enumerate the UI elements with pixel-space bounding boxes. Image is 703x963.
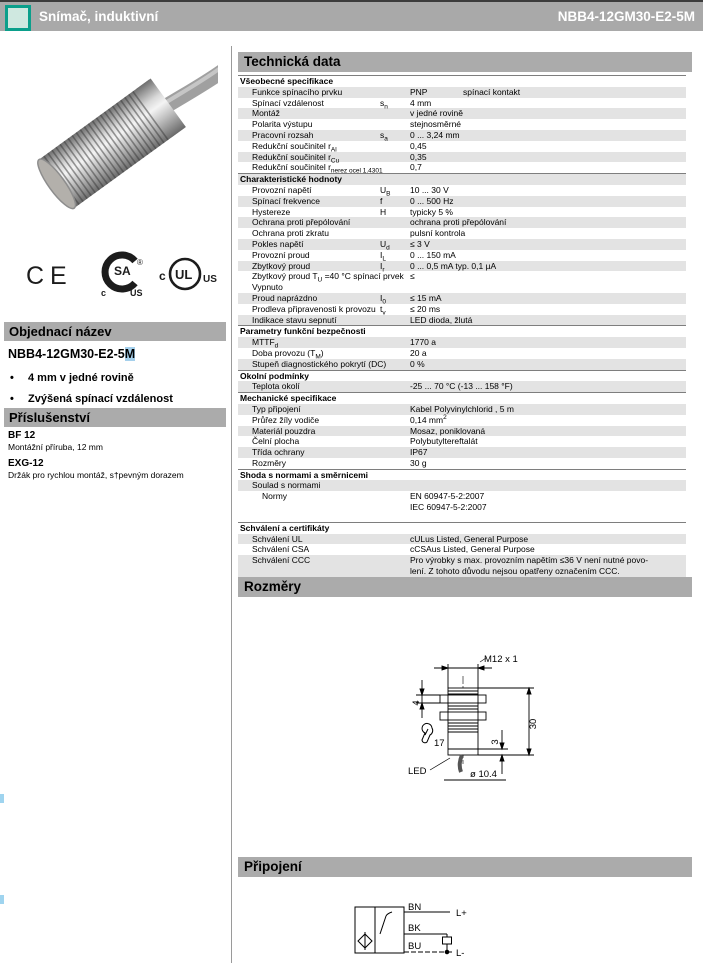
product-code: NBB4-12GM30-E2-5M bbox=[8, 347, 136, 361]
spec-label: Doba provozu $(T_M)$ bbox=[252, 347, 324, 361]
spec-value: 10 ... 30 V bbox=[410, 184, 449, 195]
svg-text:UL: UL bbox=[175, 267, 193, 282]
spec-symbol bbox=[380, 534, 410, 545]
wiring-diagram bbox=[350, 903, 680, 963]
spec-label: $MTTF_d$ bbox=[252, 337, 279, 350]
spec-value bbox=[410, 480, 686, 491]
spec-value: 0 % bbox=[410, 358, 425, 369]
spec-symbol bbox=[380, 381, 410, 392]
spec-symbol bbox=[380, 436, 410, 447]
svg-text:ø 10.4: ø 10.4 bbox=[470, 769, 497, 780]
spec-row bbox=[238, 544, 686, 555]
feature-bullet bbox=[10, 393, 224, 405]
spec-symbol bbox=[380, 141, 410, 152]
spec-label: Montáž bbox=[252, 108, 280, 119]
spec-symbol bbox=[380, 87, 410, 98]
spec-value: EN 60947-5-2:2007 IEC 60947-5-2:2007 bbox=[410, 491, 487, 513]
spec-row bbox=[238, 108, 686, 119]
spec-symbol bbox=[380, 480, 410, 491]
spec-value: ≤ 3 V bbox=[410, 238, 430, 249]
feature-bullet bbox=[10, 372, 224, 384]
spec-row bbox=[238, 534, 686, 545]
spec-symbol: H bbox=[380, 206, 387, 217]
spec-label: Redukční součinitel $r_{Cu}$ bbox=[252, 151, 340, 165]
column-divider bbox=[231, 46, 232, 963]
svg-text:LED: LED bbox=[408, 766, 427, 777]
spec-symbol: $s_n$ bbox=[380, 97, 388, 111]
spec-label: Proud naprázdno bbox=[252, 292, 318, 303]
spec-symbol bbox=[380, 415, 410, 426]
spec-value: 0,35 bbox=[410, 151, 427, 162]
spec-label: Schválení CSA bbox=[252, 544, 310, 555]
spec-value: ≤ bbox=[410, 271, 415, 282]
section-header: Shoda s normami a směrnicemi bbox=[238, 469, 686, 481]
spec-row bbox=[238, 239, 686, 250]
spec-label: Normy bbox=[262, 491, 288, 502]
spec-label: Ochrana proti zkratu bbox=[252, 228, 330, 239]
spec-symbol: $U_d$ bbox=[380, 238, 390, 252]
spec-value: 0 ... 500 Hz bbox=[410, 195, 454, 206]
spec-symbol bbox=[380, 426, 410, 437]
spec-value-secondary: spínací kontakt bbox=[463, 86, 521, 97]
section-header: Všeobecné specifikace bbox=[238, 75, 686, 87]
spec-symbol bbox=[380, 119, 410, 130]
spec-row bbox=[238, 426, 686, 437]
spec-value: IP67 bbox=[410, 447, 428, 458]
spec-label: Teplota okolí bbox=[252, 381, 300, 392]
spec-label: Soulad s normami bbox=[252, 480, 321, 491]
spec-symbol bbox=[380, 544, 410, 555]
spec-row bbox=[238, 228, 686, 239]
spec-symbol bbox=[380, 348, 410, 359]
spec-symbol bbox=[380, 555, 410, 577]
spec-value: stejnosměrné bbox=[410, 119, 462, 130]
spec-label: Provozní napětí bbox=[252, 184, 312, 195]
svg-text:L-: L- bbox=[456, 948, 465, 959]
spec-row bbox=[238, 261, 686, 272]
svg-text:BN: BN bbox=[408, 903, 422, 913]
bullet-text: Zvýšená spínací vzdálenost bbox=[28, 393, 173, 405]
section-header: Okolní podmínky bbox=[238, 370, 686, 382]
edge-marker bbox=[0, 895, 4, 904]
spec-row bbox=[238, 250, 686, 261]
dimensions-header: Rozměry bbox=[238, 577, 692, 597]
spec-label: Zbytkový proud $T_U =40$ °C spínací prvek Vypnuto bbox=[252, 271, 404, 293]
spec-symbol: $I_L$ bbox=[380, 249, 386, 263]
spec-row bbox=[238, 217, 686, 228]
spec-label: Typ připojení bbox=[252, 403, 301, 414]
spec-row bbox=[238, 141, 686, 152]
spec-value: 0,14 $mm^2$ bbox=[410, 413, 447, 425]
section-header: Schválení a certifikáty bbox=[238, 522, 686, 534]
spec-symbol: $s_a$ bbox=[380, 129, 388, 143]
spec-symbol bbox=[380, 217, 410, 228]
spec-label: Rozměry bbox=[252, 457, 287, 468]
spec-value: 0,7 bbox=[410, 162, 422, 173]
spec-value: PNP spínací kontakt bbox=[410, 86, 521, 97]
spec-row bbox=[238, 119, 686, 130]
svg-text:US: US bbox=[203, 274, 217, 285]
spec-value: -25 ... 70 °C (-13 ... 158 °F) bbox=[410, 381, 513, 392]
order-name-header: Objednací název bbox=[4, 322, 226, 341]
svg-text:L+: L+ bbox=[456, 908, 467, 919]
spec-row bbox=[238, 98, 686, 109]
svg-text:M12 x 1: M12 x 1 bbox=[484, 654, 518, 665]
header-product-code: NBB4-12GM30-E2-5M bbox=[557, 9, 695, 24]
spec-symbol bbox=[380, 152, 410, 163]
product-photo bbox=[18, 52, 218, 237]
spec-row bbox=[238, 87, 686, 98]
spec-symbol: $I_r$ bbox=[380, 260, 385, 274]
spec-row bbox=[238, 491, 686, 513]
spec-symbol bbox=[380, 162, 410, 173]
svg-text:4: 4 bbox=[411, 700, 422, 706]
accessory-code: EXG-12 bbox=[8, 458, 44, 469]
spec-row bbox=[238, 304, 686, 315]
spec-symbol bbox=[380, 228, 410, 239]
spec-label: Indikace stavu sepnutí bbox=[252, 314, 337, 325]
spec-value: 1770 a bbox=[410, 337, 436, 348]
spec-row bbox=[238, 415, 686, 426]
spec-symbol bbox=[380, 447, 410, 458]
svg-text:BK: BK bbox=[408, 923, 421, 934]
svg-text:®: ® bbox=[137, 258, 143, 267]
spec-row bbox=[238, 152, 686, 163]
spec-label: Provozní proud bbox=[252, 249, 310, 260]
svg-text:3: 3 bbox=[490, 739, 501, 745]
spec-label: Schválení CCC bbox=[252, 555, 311, 566]
spec-symbol bbox=[380, 458, 410, 469]
spec-value: ≤ 20 ms bbox=[410, 303, 441, 314]
spec-row bbox=[238, 207, 686, 218]
spec-symbol: $U_B$ bbox=[380, 184, 391, 198]
spec-row bbox=[238, 271, 686, 293]
spec-value: Kabel Polyvinylchlorid , 5 m bbox=[410, 403, 514, 414]
edge-marker bbox=[0, 794, 4, 803]
spec-label: Hystereze bbox=[252, 206, 291, 217]
svg-text:SA: SA bbox=[114, 264, 131, 278]
spec-row bbox=[238, 555, 686, 577]
svg-text:US: US bbox=[130, 288, 143, 298]
spec-label: Čelní plocha bbox=[252, 436, 300, 447]
bullet-icon: • bbox=[10, 393, 14, 405]
accessory-code: BF 12 bbox=[8, 430, 36, 441]
spec-row bbox=[238, 348, 686, 359]
spec-symbol: f bbox=[380, 195, 383, 206]
spec-value: cULus Listed, General Purpose bbox=[410, 533, 529, 544]
spec-row bbox=[238, 436, 686, 447]
section-header: Charakteristické hodnoty bbox=[238, 173, 686, 185]
page-title: Snímač, induktivní bbox=[39, 9, 159, 24]
ce-mark-icon: CE bbox=[26, 262, 73, 290]
spec-label: Spínací frekvence bbox=[252, 195, 321, 206]
spec-label: Schválení UL bbox=[252, 533, 303, 544]
spec-label: Prodleva připravenosti k provozu bbox=[252, 303, 376, 314]
spec-value: Polybutyltereftalát bbox=[410, 436, 478, 447]
spec-label: Průřez žíly vodiče bbox=[252, 414, 320, 425]
svg-text:c: c bbox=[101, 288, 107, 298]
accessories-list bbox=[8, 430, 224, 486]
spec-symbol bbox=[380, 108, 410, 119]
spec-row bbox=[238, 185, 686, 196]
spec-value: LED dioda, žlutá bbox=[410, 314, 473, 325]
spec-label: Ochrana proti přepólování bbox=[252, 217, 351, 228]
spec-label: Polarita výstupu bbox=[252, 119, 313, 130]
spec-value: cCSAus Listed, General Purpose bbox=[410, 544, 535, 555]
spec-row bbox=[238, 337, 686, 348]
bullet-icon: • bbox=[10, 372, 14, 384]
spec-label: Pracovní rozsah bbox=[252, 129, 314, 140]
spec-label: Třída ochrany bbox=[252, 447, 305, 458]
spec-label: Zbytkový proud bbox=[252, 260, 311, 271]
spec-label: Spínací vzdálenost bbox=[252, 97, 324, 108]
spec-value: 0 ... 150 mA bbox=[410, 249, 456, 260]
spec-symbol: $t_v$ bbox=[380, 303, 386, 317]
spec-value: 30 g bbox=[410, 457, 427, 468]
accessories-header: Příslušenství bbox=[4, 408, 226, 427]
section-header: Parametry funkční bezpečnosti bbox=[238, 325, 686, 337]
spec-row bbox=[238, 480, 686, 491]
spec-value: 0,45 bbox=[410, 140, 427, 151]
dimension-drawing bbox=[398, 612, 618, 797]
spec-value: typicky 5 % bbox=[410, 206, 453, 217]
section-header: Mechanické specifikace bbox=[238, 392, 686, 404]
spec-label: Stupeň diagnostického pokrytí (DC) bbox=[252, 358, 387, 369]
selection-highlight: M bbox=[124, 347, 136, 361]
spec-label: Redukční součinitel $r_{Al}$ bbox=[252, 140, 337, 154]
bullet-text: 4 mm v jedné rovině bbox=[28, 372, 134, 384]
spec-value: 20 a bbox=[410, 347, 427, 358]
svg-text:BU: BU bbox=[408, 941, 422, 952]
spec-value: 0 ... 0,5 mA typ. 0,1 µA bbox=[410, 260, 497, 271]
spec-row bbox=[238, 315, 686, 326]
spec-row bbox=[238, 458, 686, 469]
spec-row bbox=[238, 447, 686, 458]
spec-row bbox=[238, 130, 686, 141]
cul-us-mark-icon bbox=[158, 256, 220, 296]
spec-row bbox=[238, 196, 686, 207]
csa-mark-icon bbox=[97, 251, 147, 299]
spec-label: Materiál pouzdra bbox=[252, 425, 316, 436]
spec-symbol bbox=[380, 315, 410, 326]
spec-value: 0 ... 3,24 mm bbox=[410, 129, 460, 140]
svg-text:c: c bbox=[159, 269, 166, 283]
connection-header: Připojení bbox=[238, 857, 692, 877]
technical-data-header: Technická data bbox=[238, 52, 692, 72]
svg-text:17: 17 bbox=[434, 738, 445, 749]
spec-value: Mosaz, poniklovaná bbox=[410, 425, 486, 436]
spec-symbol bbox=[380, 359, 410, 370]
spec-value: Pro výrobky s max. provozním napětím ≤36 V není nutné povo- lení. Z tohoto důvodu nejsou opatřeny označením CCC. bbox=[410, 555, 649, 577]
spec-row bbox=[238, 162, 686, 176]
technical-data-table bbox=[238, 75, 686, 577]
spec-value: 4 mm bbox=[410, 97, 432, 108]
spec-label: Pokles napětí bbox=[252, 238, 304, 249]
spec-symbol bbox=[380, 337, 410, 348]
spec-value: ochrana proti přepólování bbox=[410, 217, 507, 228]
spec-row bbox=[238, 293, 686, 304]
spec-row bbox=[238, 381, 686, 392]
spec-label: Funkce spínacího prvku bbox=[252, 86, 343, 97]
spec-value: pulsní kontrola bbox=[410, 228, 466, 239]
svg-text:30: 30 bbox=[528, 718, 539, 730]
spec-symbol: $I_0$ bbox=[380, 292, 386, 306]
spec-symbol bbox=[380, 491, 410, 513]
spec-row bbox=[238, 404, 686, 415]
spec-label: Redukční součinitel $r_{nerez ocel 1.4301}$ bbox=[252, 162, 383, 176]
spec-value: ≤ 15 mA bbox=[410, 292, 442, 303]
spec-value: v jedné rovině bbox=[410, 108, 463, 119]
spec-row bbox=[238, 359, 686, 370]
accessory-description: Držák pro rychlou montáž, s†pevným dorazem bbox=[8, 470, 184, 480]
brand-logo-icon bbox=[5, 5, 31, 31]
accessory-description: Montážní příruba, 12 mm bbox=[8, 442, 103, 452]
spec-symbol bbox=[380, 404, 410, 415]
